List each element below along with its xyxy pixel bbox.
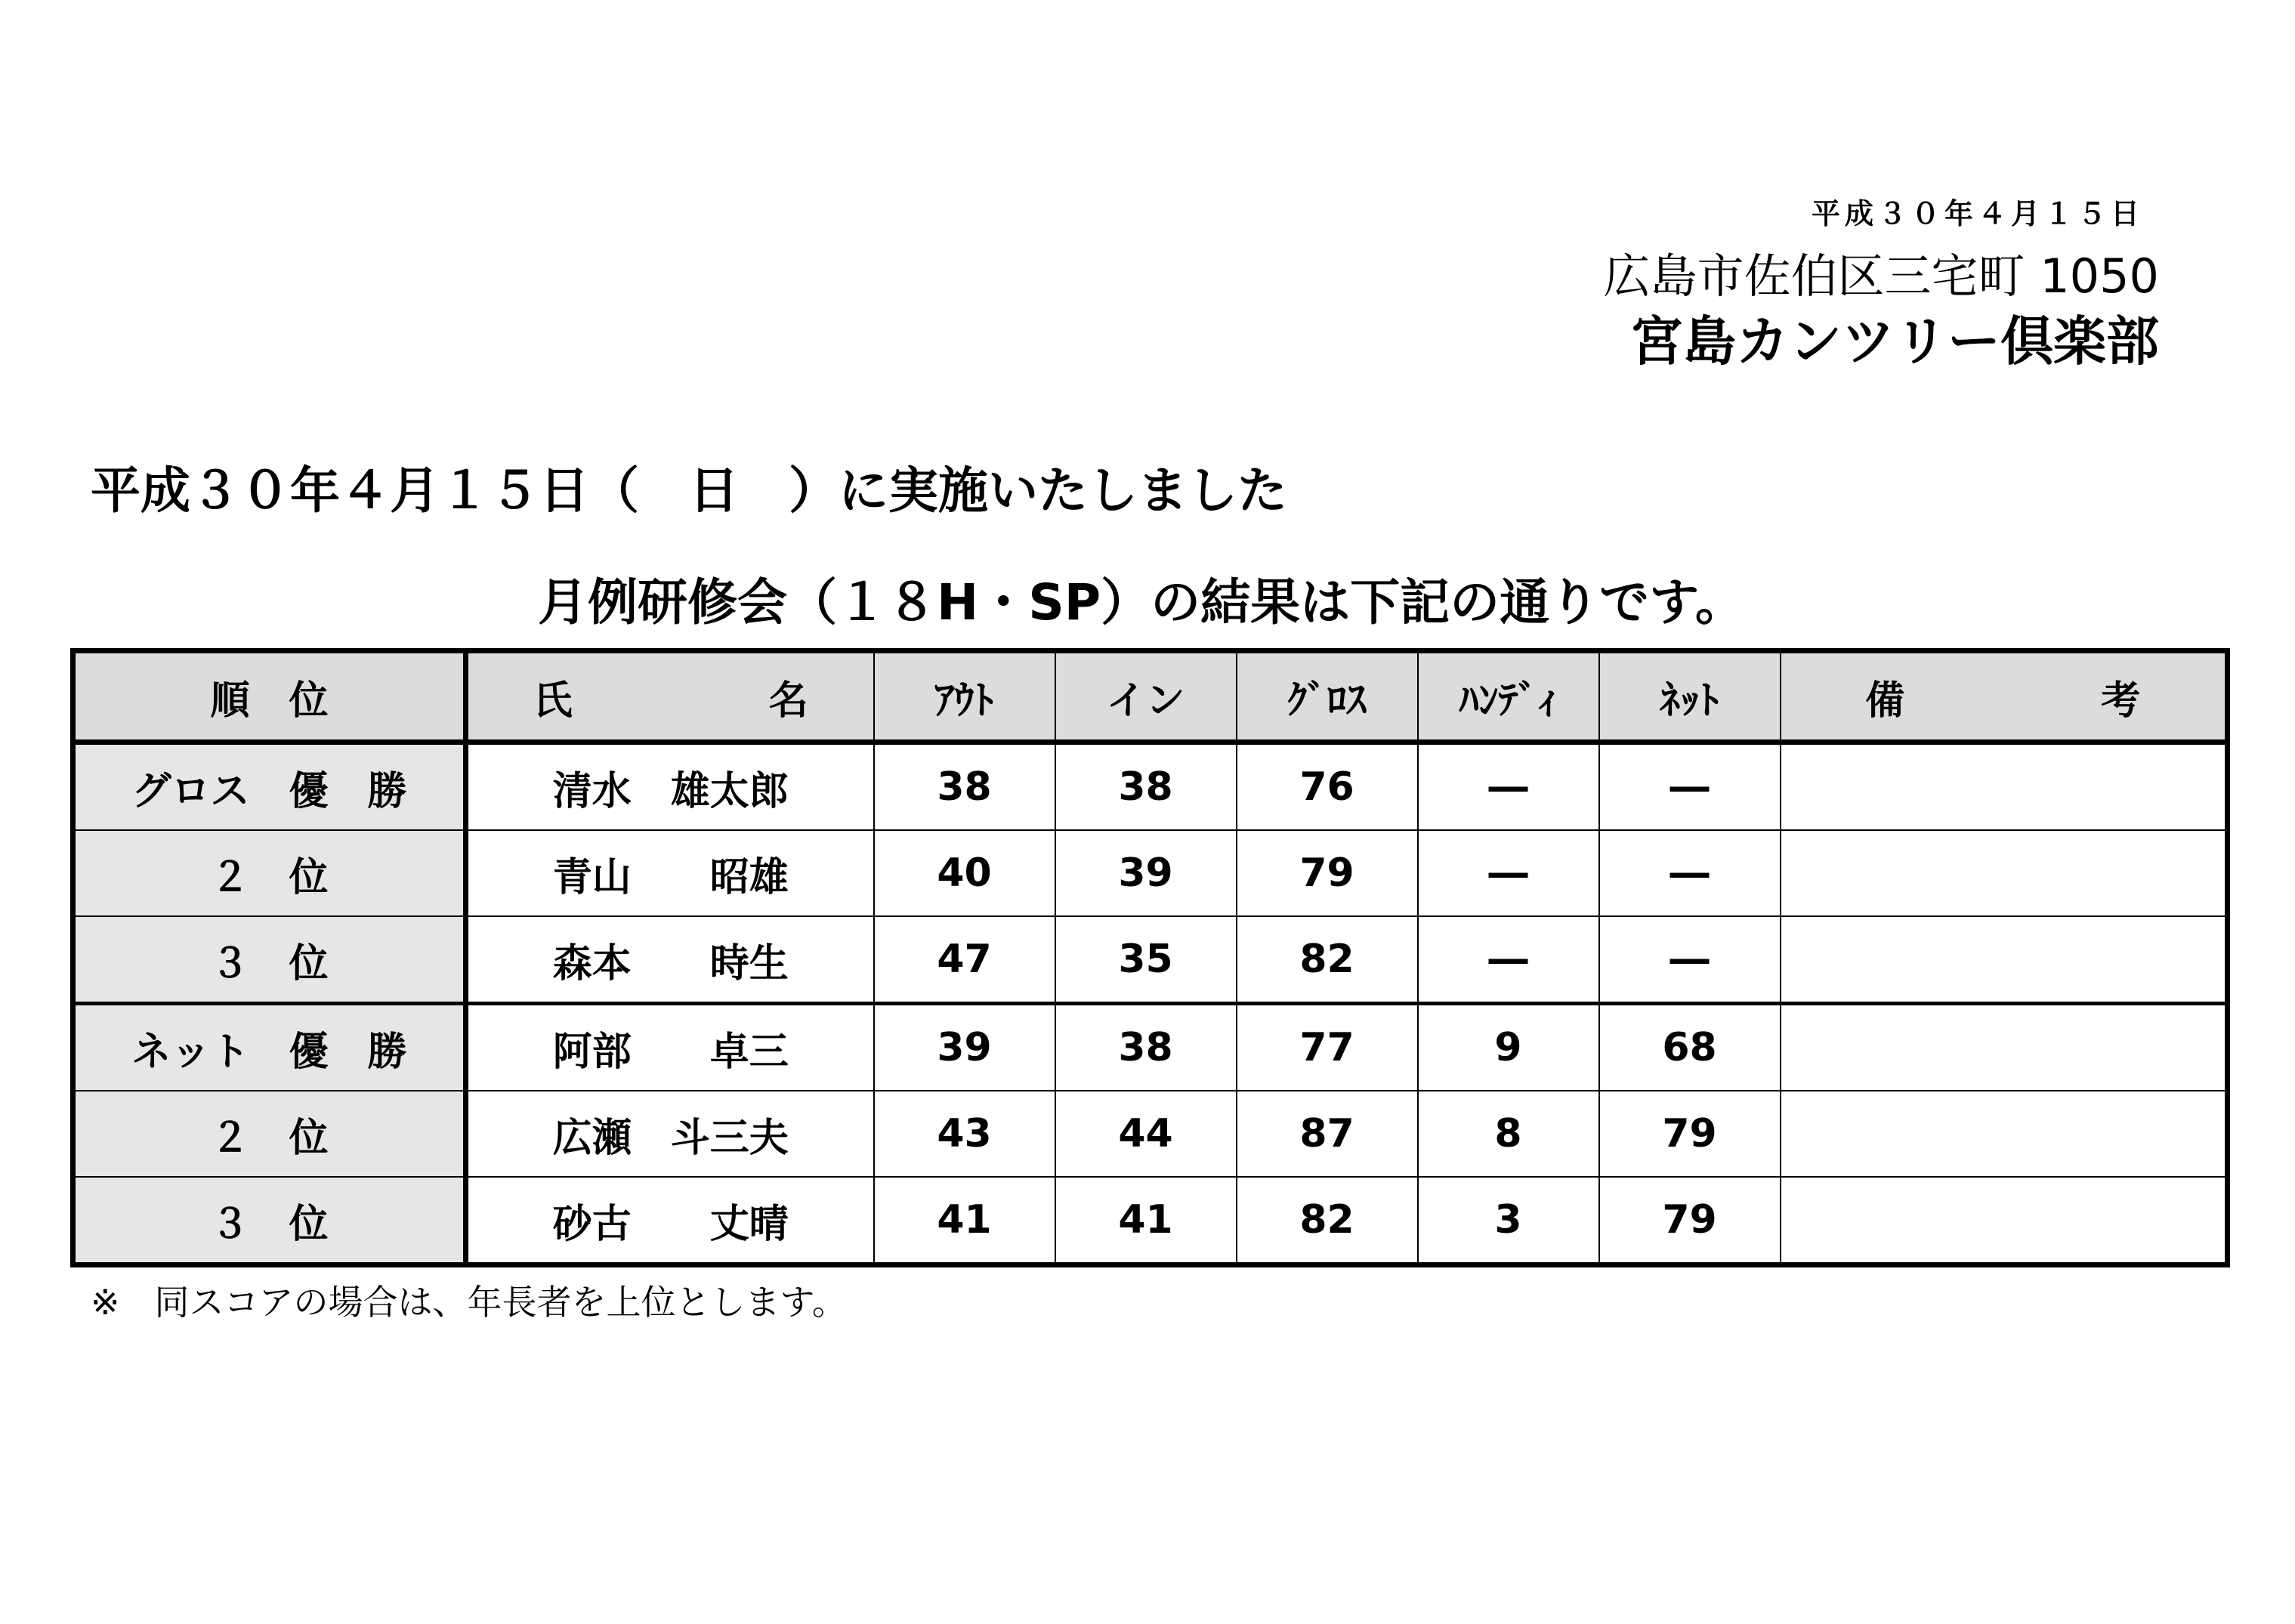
remarks-cell <box>1781 743 2228 831</box>
rank-cell: ３ 位 <box>73 1177 466 1265</box>
net-cell: ― <box>1599 743 1781 831</box>
net-cell: ― <box>1599 916 1781 1004</box>
name-cell: 清水 雄太郎 <box>466 743 874 831</box>
handicap-cell: ― <box>1418 743 1599 831</box>
intro-line-1: 平成３０年４月１５日（ 日 ）に実施いたしました <box>91 462 1287 520</box>
header-address: 広島市佐伯区三宅町 1050 <box>1603 249 2159 304</box>
net-cell: 79 <box>1599 1177 1781 1265</box>
table-row <box>73 1004 2228 1091</box>
rank-cell: ２ 位 <box>73 830 466 916</box>
name-cell: 砂古 丈晴 <box>466 1177 874 1265</box>
header-name: 氏 名 <box>466 651 874 743</box>
in-cell: 39 <box>1055 830 1237 916</box>
name-cell: 阿部 卓三 <box>466 1004 874 1091</box>
table-row <box>73 916 2228 1004</box>
handicap-cell: ― <box>1418 830 1599 916</box>
remarks-cell <box>1781 1091 2228 1177</box>
out-cell: 43 <box>874 1091 1055 1177</box>
remarks-cell <box>1781 916 2228 1004</box>
handicap-cell: 3 <box>1418 1177 1599 1265</box>
header-remarks: 備 考 <box>1781 651 2228 743</box>
gross-cell: 82 <box>1237 1177 1418 1265</box>
results-table <box>70 648 2230 1267</box>
table-row <box>73 830 2228 916</box>
handicap-cell: ― <box>1418 916 1599 1004</box>
gross-cell: 82 <box>1237 916 1418 1004</box>
remarks-cell <box>1781 1004 2228 1091</box>
header-gross: ｸﾞﾛｽ <box>1237 651 1418 743</box>
remarks-cell <box>1781 830 2228 916</box>
net-cell: ― <box>1599 830 1781 916</box>
out-cell: 38 <box>874 743 1055 831</box>
header-in: イン <box>1055 651 1237 743</box>
gross-cell: 77 <box>1237 1004 1418 1091</box>
name-cell: 青山 昭雄 <box>466 830 874 916</box>
in-cell: 38 <box>1055 743 1237 831</box>
rank-cell: ２ 位 <box>73 1091 466 1177</box>
in-cell: 38 <box>1055 1004 1237 1091</box>
tie-break-note: ※ 同スコアの場合は、年長者を上位とします。 <box>91 1282 847 1323</box>
header-club-name: 宮島カンツリー倶楽部 <box>1630 310 2159 372</box>
net-cell: 68 <box>1599 1004 1781 1091</box>
name-cell: 森本 時生 <box>466 916 874 1004</box>
remarks-cell <box>1781 1177 2228 1265</box>
header-out: ｱｳﾄ <box>874 651 1055 743</box>
header-net: ﾈｯﾄ <box>1599 651 1781 743</box>
out-cell: 39 <box>874 1004 1055 1091</box>
gross-cell: 76 <box>1237 743 1418 831</box>
out-cell: 47 <box>874 916 1055 1004</box>
out-cell: 41 <box>874 1177 1055 1265</box>
out-cell: 40 <box>874 830 1055 916</box>
table-header-row <box>73 651 2228 743</box>
table-row <box>73 1091 2228 1177</box>
rank-cell: グロス 優 勝 <box>73 743 466 831</box>
header-handicap: ﾊﾝﾃﾞｨ <box>1418 651 1599 743</box>
net-cell: 79 <box>1599 1091 1781 1177</box>
handicap-cell: 8 <box>1418 1091 1599 1177</box>
intro-line-2: 月例研修会（１８H・SP）の結果は下記の通りです。 <box>538 573 1745 631</box>
rank-cell: ３ 位 <box>73 916 466 1004</box>
gross-cell: 79 <box>1237 830 1418 916</box>
gross-cell: 87 <box>1237 1091 1418 1177</box>
in-cell: 35 <box>1055 916 1237 1004</box>
name-cell: 広瀬 斗三夫 <box>466 1091 874 1177</box>
in-cell: 41 <box>1055 1177 1237 1265</box>
header-date: 平成３０年４月１５日 <box>1811 197 2144 230</box>
table-row <box>73 743 2228 831</box>
in-cell: 44 <box>1055 1091 1237 1177</box>
header-rank: 順 位 <box>73 651 466 743</box>
handicap-cell: 9 <box>1418 1004 1599 1091</box>
table-row <box>73 1177 2228 1265</box>
rank-cell: ネット 優 勝 <box>73 1004 466 1091</box>
